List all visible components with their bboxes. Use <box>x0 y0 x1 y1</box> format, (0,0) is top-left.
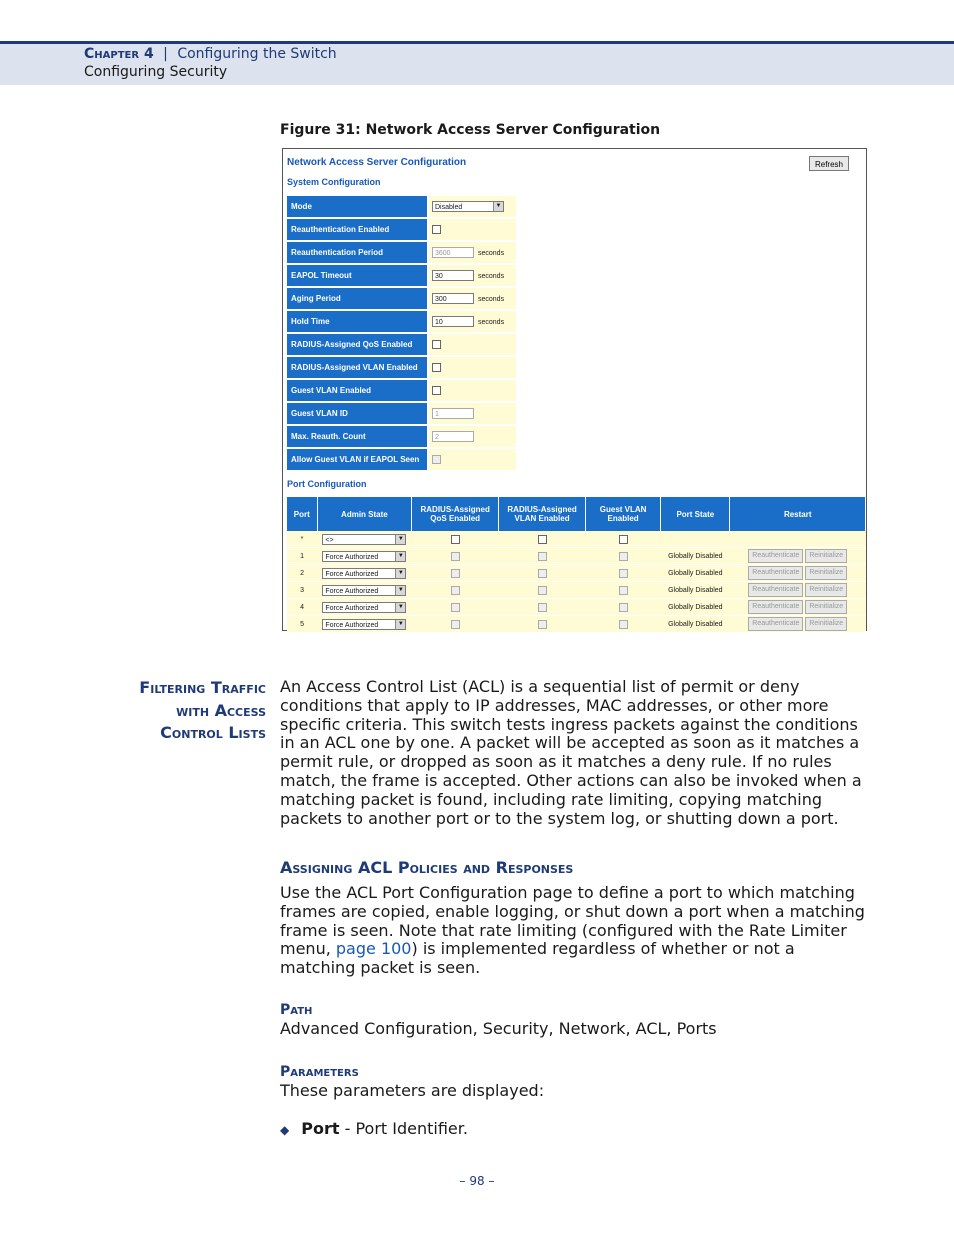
bullet-text: - Port Identifier. <box>339 1119 468 1138</box>
system-config-value <box>428 196 516 218</box>
system-config-value <box>428 402 516 425</box>
checkbox[interactable] <box>432 386 441 395</box>
system-config-row <box>287 356 516 379</box>
port-cell: 4 <box>287 599 317 616</box>
admin-state-cell <box>317 616 412 633</box>
admin-state-cell <box>317 565 412 582</box>
guest-cell <box>586 565 661 582</box>
port-column-header: RADIUS-Assigned QoS Enabled <box>412 497 499 531</box>
page-number: – 98 – <box>459 1174 495 1188</box>
qos-cell <box>412 616 499 633</box>
system-config-value <box>428 333 516 356</box>
checkbox <box>432 455 441 464</box>
diamond-bullet-icon: ◆ <box>280 1123 290 1137</box>
port-column-header: Restart <box>730 497 866 531</box>
reauthenticate-button: Reauthenticate <box>748 566 803 580</box>
system-config-label: Mode <box>287 196 428 218</box>
text-input: 1 <box>432 408 474 419</box>
bullet-term: Port <box>301 1119 340 1138</box>
admin-state-value: Force Authorized <box>325 587 379 595</box>
figure-screenshot <box>282 148 867 631</box>
vlan-cell <box>499 531 586 548</box>
port-row <box>287 565 866 582</box>
admin-state-select[interactable] <box>322 585 406 596</box>
side-heading-line: Control Lists <box>160 723 266 742</box>
qos-cell <box>412 548 499 565</box>
side-heading-line: Filtering Traffic <box>139 678 266 697</box>
vlan-cell <box>499 548 586 565</box>
checkbox <box>451 586 460 595</box>
header-separator: | <box>163 46 168 62</box>
checkbox <box>538 586 547 595</box>
system-config-label: Reauthentication Enabled <box>287 218 428 241</box>
system-config-value <box>428 241 516 264</box>
text-input[interactable]: 30 <box>432 270 474 281</box>
running-header-section: Configuring Security <box>84 64 228 80</box>
admin-state-value: <> <box>325 536 334 544</box>
section-heading: Assigning ACL Policies and Responses <box>280 858 574 877</box>
admin-state-select[interactable] <box>322 568 406 579</box>
vlan-cell <box>499 616 586 633</box>
port-column-header: Port State <box>661 497 730 531</box>
reauthenticate-button: Reauthenticate <box>748 600 803 614</box>
system-config-label: RADIUS-Assigned VLAN Enabled <box>287 356 428 379</box>
restart-cell <box>730 582 866 599</box>
system-config-row <box>287 379 516 402</box>
mode-select[interactable] <box>432 201 504 212</box>
system-config-label: EAPOL Timeout <box>287 264 428 287</box>
port-state-cell: Globally Disabled <box>661 599 730 616</box>
vlan-cell <box>499 582 586 599</box>
checkbox <box>451 552 460 561</box>
bullet-item <box>280 1119 468 1138</box>
system-config-value <box>428 379 516 402</box>
system-config-row <box>287 218 516 241</box>
system-config-row <box>287 196 516 218</box>
checkbox <box>619 552 628 561</box>
admin-state-value: Force Authorized <box>325 604 379 612</box>
checkbox <box>538 603 547 612</box>
guest-cell <box>586 599 661 616</box>
dropdown-arrow-icon: ▼ <box>395 569 405 578</box>
system-config-value <box>428 264 516 287</box>
port-row <box>287 582 866 599</box>
checkbox[interactable] <box>451 535 460 544</box>
dropdown-arrow-icon: ▼ <box>493 202 503 211</box>
port-column-header: RADIUS-Assigned VLAN Enabled <box>499 497 586 531</box>
chapter-label: Chapter 4 <box>84 46 154 62</box>
unit-label: seconds <box>478 318 505 326</box>
side-heading <box>66 677 266 745</box>
checkbox <box>538 569 547 578</box>
dropdown-arrow-icon: ▼ <box>395 620 405 629</box>
reinitialize-button: Reinitialize <box>805 549 847 563</box>
checkbox <box>451 620 460 629</box>
path-heading: Path <box>280 1002 313 1018</box>
intro-paragraph: An Access Control List (ACL) is a sequential list of permit or deny conditions that apply to IP addresses, MAC addresses, or other more specific criteria. This switch tests ingress packets against the conditions in an ACL one by one. A packet will be accepted as soon as it matches a permit rule, or dropped as soon as it matches a deny rule. If no rules match, the frame is accepted. Other actions can also be invoked when a matching packet is found, including rate limiting, copying matching packets to another port or to the system log, or shutting down a port. <box>280 677 862 828</box>
system-config-label: Guest VLAN Enabled <box>287 379 428 402</box>
section-paragraph <box>280 884 870 978</box>
admin-state-value: Force Authorized <box>325 553 379 561</box>
checkbox <box>451 569 460 578</box>
admin-state-select[interactable] <box>322 551 406 562</box>
page-link[interactable]: page 100 <box>335 939 412 959</box>
reinitialize-button: Reinitialize <box>805 566 847 580</box>
system-config-label: Max. Reauth. Count <box>287 425 428 448</box>
port-state-cell: Globally Disabled <box>661 565 730 582</box>
checkbox <box>619 603 628 612</box>
port-state-cell <box>661 531 730 548</box>
system-config-label: Allow Guest VLAN if EAPOL Seen <box>287 448 428 471</box>
checkbox[interactable] <box>432 363 441 372</box>
system-config-label: Guest VLAN ID <box>287 402 428 425</box>
port-column-header: Port <box>287 497 317 531</box>
text-input: 2 <box>432 431 474 442</box>
checkbox[interactable] <box>538 535 547 544</box>
checkbox <box>619 620 628 629</box>
admin-state-value: Force Authorized <box>325 621 379 629</box>
port-state-cell: Globally Disabled <box>661 582 730 599</box>
port-column-header: Guest VLAN Enabled <box>586 497 661 531</box>
vlan-cell <box>499 565 586 582</box>
reinitialize-button: Reinitialize <box>805 583 847 597</box>
system-config-value <box>428 448 516 471</box>
restart-cell <box>730 548 866 565</box>
vlan-cell <box>499 599 586 616</box>
figure-caption: Figure 31: Network Access Server Configuration <box>280 122 661 138</box>
qos-cell <box>412 599 499 616</box>
system-config-row <box>287 241 516 264</box>
checkbox <box>619 586 628 595</box>
dropdown-arrow-icon: ▼ <box>395 586 405 595</box>
guest-cell <box>586 582 661 599</box>
system-config-row <box>287 287 516 310</box>
system-config-value <box>428 310 516 333</box>
reauthenticate-button: Reauthenticate <box>748 617 803 631</box>
running-header-chapter <box>84 46 337 62</box>
dropdown-arrow-icon: ▼ <box>395 552 405 561</box>
section-text-before: Use the ACL Port Configuration page to define a port to which matching frames are copied, enable logging, or shut down a port when a matching frame is seen. Note that rate limiting (configured with the Rate Limiter menu, <box>280 883 865 959</box>
checkbox <box>538 620 547 629</box>
port-row <box>287 616 866 633</box>
system-config-label: Hold Time <box>287 310 428 333</box>
admin-state-cell <box>317 599 412 616</box>
side-heading-line: with Access <box>176 700 266 720</box>
restart-cell <box>730 565 866 582</box>
port-row <box>287 599 866 616</box>
unit-label: seconds <box>478 295 505 303</box>
mode-select-value: Disabled <box>435 204 463 211</box>
chapter-title: Configuring the Switch <box>177 46 337 62</box>
guest-cell <box>586 548 661 565</box>
admin-state-cell <box>317 531 412 548</box>
text-input[interactable]: 300 <box>432 293 474 304</box>
qos-cell <box>412 582 499 599</box>
port-column-header: Admin State <box>317 497 412 531</box>
reinitialize-button: Reinitialize <box>805 617 847 631</box>
dropdown-arrow-icon: ▼ <box>395 535 405 544</box>
refresh-button[interactable]: Refresh <box>809 156 849 171</box>
parameters-heading: Parameters <box>280 1064 359 1080</box>
port-cell: * <box>287 531 317 548</box>
parameters-text: These parameters are displayed: <box>280 1081 545 1100</box>
restart-cell <box>730 599 866 616</box>
guest-cell <box>586 531 661 548</box>
system-config-row <box>287 310 516 333</box>
port-cell: 1 <box>287 548 317 565</box>
system-config-value <box>428 356 516 379</box>
reauthenticate-button: Reauthenticate <box>748 583 803 597</box>
port-cell: 2 <box>287 565 317 582</box>
system-config-row <box>287 402 516 425</box>
port-cell: 5 <box>287 616 317 633</box>
nas-config-title: Network Access Server Configuration <box>287 157 467 168</box>
restart-cell <box>730 616 866 633</box>
qos-cell <box>412 531 499 548</box>
admin-state-select[interactable] <box>322 619 406 630</box>
text-input[interactable]: 10 <box>432 316 474 327</box>
admin-state-value: Force Authorized <box>325 570 379 578</box>
system-config-value <box>428 218 516 241</box>
admin-state-cell <box>317 582 412 599</box>
checkbox[interactable] <box>432 340 441 349</box>
checkbox <box>451 603 460 612</box>
port-state-cell: Globally Disabled <box>661 616 730 633</box>
system-config-label: RADIUS-Assigned QoS Enabled <box>287 333 428 356</box>
section-text-after: ) is implemented regardless of whether or not a matching packet is seen. <box>280 939 795 978</box>
system-config-label: Reauthentication Period <box>287 241 428 264</box>
checkbox[interactable] <box>619 535 628 544</box>
checkbox[interactable] <box>432 225 441 234</box>
port-row <box>287 548 866 565</box>
path-text: Advanced Configuration, Security, Network, ACL, Ports <box>280 1019 717 1038</box>
reauthenticate-button: Reauthenticate <box>748 549 803 563</box>
system-config-row <box>287 425 516 448</box>
system-config-value <box>428 287 516 310</box>
admin-state-cell <box>317 548 412 565</box>
system-config-row <box>287 333 516 356</box>
restart-cell <box>730 531 866 548</box>
checkbox <box>619 569 628 578</box>
system-config-title: System Configuration <box>287 177 381 187</box>
qos-cell <box>412 565 499 582</box>
reinitialize-button: Reinitialize <box>805 600 847 614</box>
system-config-table <box>287 196 516 472</box>
port-cell: 3 <box>287 582 317 599</box>
system-config-label: Aging Period <box>287 287 428 310</box>
unit-label: seconds <box>478 249 505 257</box>
text-input: 3600 <box>432 247 474 258</box>
port-state-cell: Globally Disabled <box>661 548 730 565</box>
port-row-wildcard <box>287 531 866 548</box>
dropdown-arrow-icon: ▼ <box>395 603 405 612</box>
system-config-value <box>428 425 516 448</box>
port-config-title: Port Configuration <box>287 479 367 489</box>
port-config-table <box>287 497 866 633</box>
unit-label: seconds <box>478 272 505 280</box>
admin-state-select[interactable] <box>322 534 406 545</box>
checkbox <box>538 552 547 561</box>
system-config-row <box>287 448 516 471</box>
admin-state-select[interactable] <box>322 602 406 613</box>
guest-cell <box>586 616 661 633</box>
system-config-row <box>287 264 516 287</box>
